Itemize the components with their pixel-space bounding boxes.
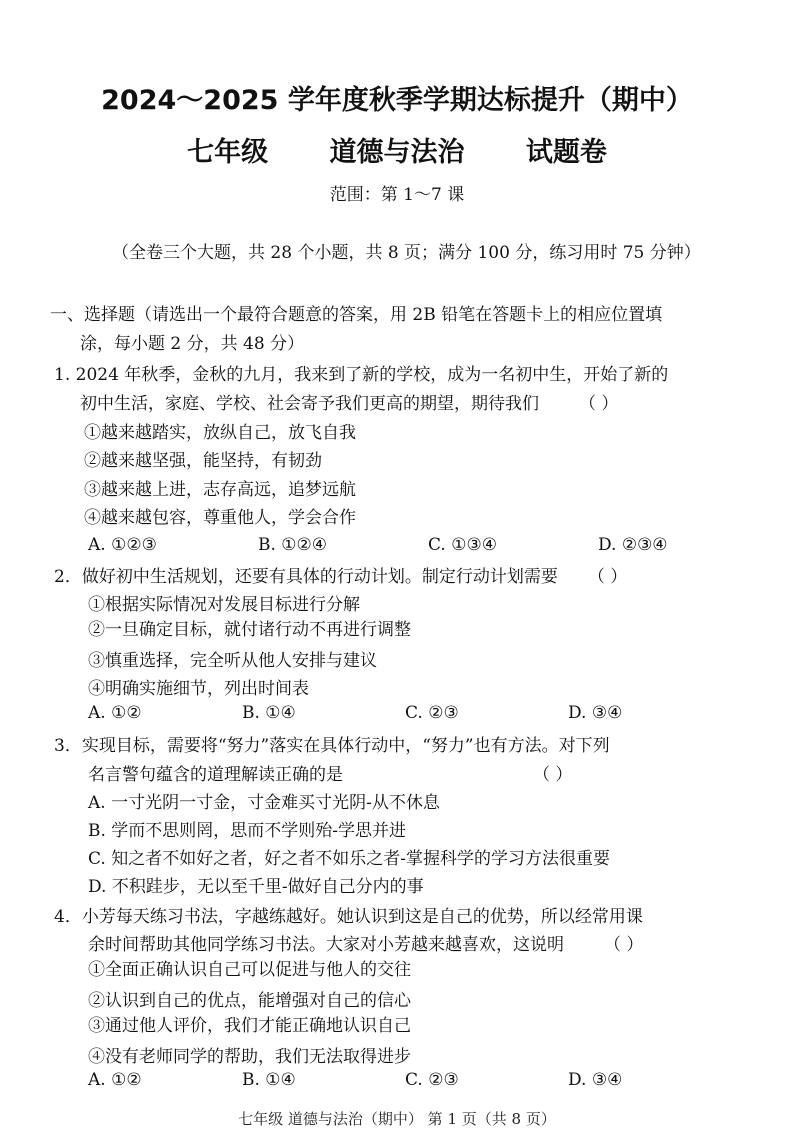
answer-paren: （ ） — [579, 394, 619, 414]
page-footer: 七年级 道德与法治（期中） 第 1 页（共 8 页） — [238, 1110, 556, 1128]
question-1-stem: 1. 2024 年秋季，金秋的九月，我来到了新的学校，成为一名初中生，开始了新的 — [54, 365, 669, 385]
list-item: ①越来越踏实，放纵自己，放飞自我 — [84, 423, 356, 443]
choice-d: D. 不积跬步，无以至千里-做好自己分内的事 — [88, 877, 424, 897]
list-item: ②认识到自己的优点，能增强对自己的信心 — [88, 991, 411, 1011]
list-item: ②一旦确定目标，就付诸行动不再进行调整 — [88, 620, 411, 640]
choice-a: A. ①② — [88, 703, 142, 723]
list-item: ②越来越坚强，能坚持，有韧劲 — [84, 451, 322, 471]
grade-label: 七年级 — [187, 137, 269, 168]
choice-c: C. ②③ — [405, 1070, 459, 1090]
section-heading-cont: 涂，每小题 2 分，共 48 分） — [80, 334, 305, 354]
question-4-stem-cont: 余时间帮助其他同学练习书法。大家对小芳越来越喜欢，这说明 （ ） — [88, 930, 643, 955]
list-item: ③慎重选择，完全听从他人安排与建议 — [88, 651, 377, 671]
choice-c: C. ①③④ — [428, 535, 497, 555]
list-item: ④明确实施细节，列出时间表 — [88, 679, 309, 699]
choice-a: A. ①② — [88, 1070, 142, 1090]
choice-b: B. ①④ — [242, 1070, 296, 1090]
exam-range: 范围：第 1～7 课 — [329, 185, 465, 205]
choice-b: B. ①②④ — [258, 535, 328, 555]
choice-d: D. ③④ — [568, 703, 623, 723]
list-item: ④没有老师同学的帮助，我们无法取得进步 — [88, 1047, 411, 1067]
exam-subtitle — [0, 130, 794, 169]
question-1-stem-cont: 初中生活，家庭、学校、社会寄予我们更高的期望，期待我们 （ ） — [80, 389, 618, 414]
section-heading: 一、选择题（请选出一个最符合题意的答案，用 2B 铅笔在答题卡上的相应位置填 — [50, 305, 663, 325]
paper-type-label: 试题卷 — [525, 137, 607, 168]
question-3-stem-cont: 名言警句蕴含的道理解读正确的是 （ ） — [88, 760, 572, 785]
answer-paren: （ ） — [604, 935, 644, 955]
question-2-stem: 2．做好初中生活规划，还要有具体的行动计划。制定行动计划需要 （ ） — [54, 562, 627, 587]
choice-a: A. 一寸光阴一寸金，寸金难买寸光阴-从不休息 — [88, 793, 440, 813]
list-item: ③通过他人评价，我们才能正确地认识自己 — [88, 1016, 411, 1036]
answer-paren: （ ） — [587, 567, 628, 587]
question-4-stem: 4．小芳每天练习书法，字越练越好。她认识到这是自己的优势，所以经常用课 — [54, 907, 643, 927]
choice-b: B. 学而不思则罔，思而不学则殆-学思并进 — [88, 821, 407, 841]
choice-c: C. 知之者不如好之者，好之者不如乐之者-掌握科学的学习方法很重要 — [88, 849, 610, 869]
list-item: ①全面正确认识自己可以促进与他人的交往 — [88, 960, 411, 980]
exam-note: （全卷三个大题，共 28 个小题，共 8 页；满分 100 分，练习用时 75 分钟） — [112, 243, 701, 263]
list-item: ④越来越包容，尊重他人，学会合作 — [84, 508, 356, 528]
choice-b: B. ①④ — [242, 703, 296, 723]
answer-paren: （ ） — [533, 765, 573, 785]
choice-d: D. ②③④ — [598, 535, 668, 555]
question-3-stem: 3．实现目标，需要将“努力”落实在具体行动中，“努力”也有方法。对下列 — [54, 736, 610, 756]
list-item: ①根据实际情况对发展目标进行分解 — [88, 595, 360, 615]
exam-title: 2024～2025 学年度秋季学期达标提升（期中） — [101, 85, 693, 116]
choice-c: C. ②③ — [405, 703, 459, 723]
list-item: ③越来越上进，志存高远，追梦远航 — [84, 480, 356, 500]
subject-label: 道德与法治 — [329, 137, 465, 168]
choice-d: D. ③④ — [568, 1070, 623, 1090]
choice-a: A. ①②③ — [88, 535, 157, 555]
